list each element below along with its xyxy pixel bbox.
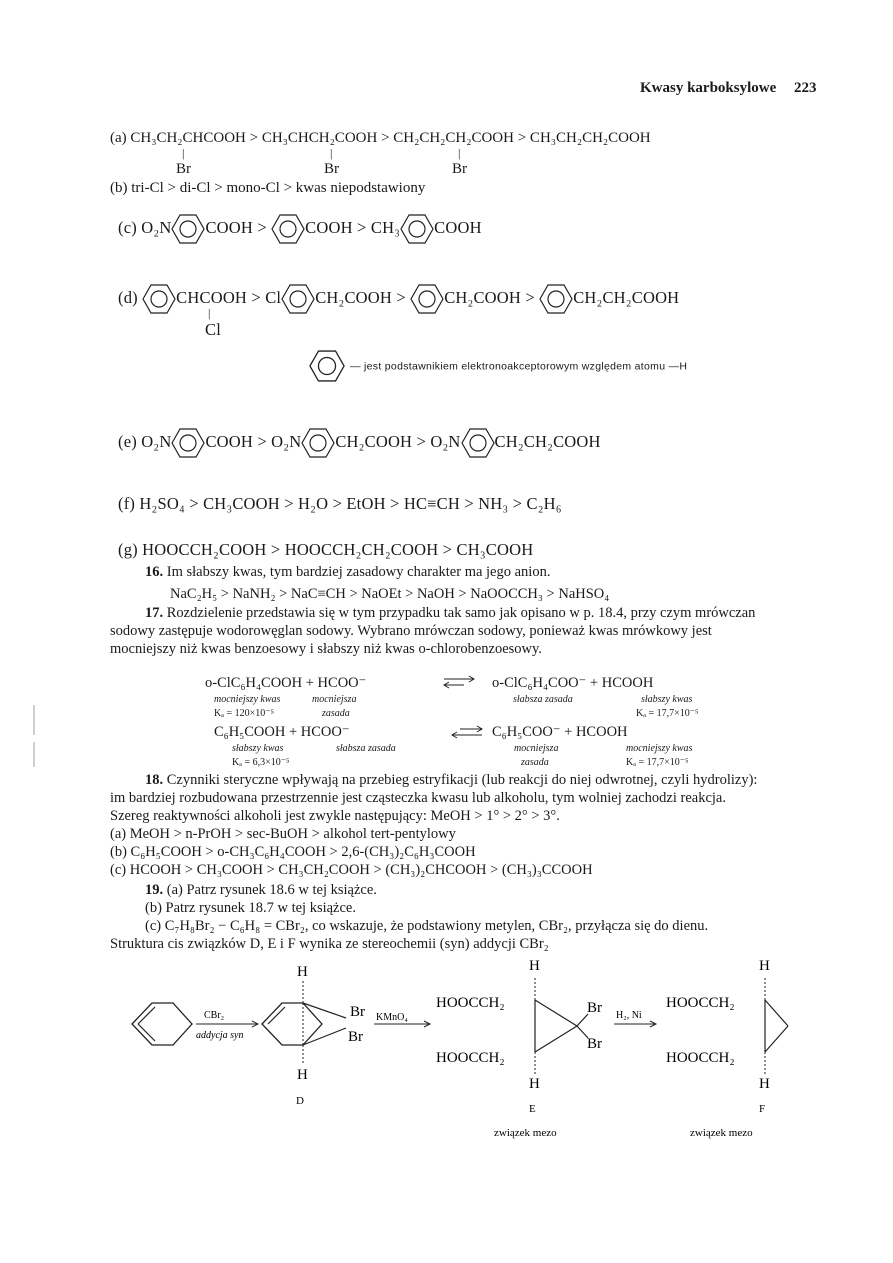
br-a2: Br bbox=[324, 161, 339, 177]
item-c bbox=[118, 214, 482, 244]
item-d-part: CH₂CH₂COOH bbox=[573, 287, 680, 307]
group-hoocch2: HOOCCH₂ bbox=[436, 1050, 505, 1066]
bond-a1: | bbox=[182, 146, 185, 160]
benzene-ring-icon bbox=[271, 214, 305, 244]
nitrobenzene-ring-icon bbox=[461, 428, 495, 458]
benzene-ring-icon bbox=[400, 214, 434, 244]
atom-h: H bbox=[297, 1067, 308, 1083]
problem-16-number: 16. bbox=[145, 564, 164, 580]
label-f: F bbox=[759, 1103, 766, 1115]
eq1-ka: Kₐ = 17,7×10⁻⁵ bbox=[636, 708, 699, 719]
problem-19-number: 19. bbox=[145, 882, 164, 898]
cl-d: Cl bbox=[205, 320, 221, 339]
problem-18-c: (c) HCOOH > CH₃COOH > CH₃CH₂COOH > (CH₃)₂CHCOOH > (CH₃)₃CCOOH bbox=[110, 862, 593, 878]
caption-f: związek mezo bbox=[690, 1127, 753, 1139]
eq2-note: słabsza zasada bbox=[336, 743, 396, 754]
item-d-part: CH₂COOH > bbox=[315, 287, 406, 307]
problem-19-c2: Struktura cis związków D, E i F wynika ze stereochemii (syn) addycji CBr₂ bbox=[110, 936, 549, 952]
eq1-note: słabszy kwas bbox=[641, 694, 693, 705]
eq1-ka: Kₐ = 120×10⁻⁵ bbox=[214, 708, 274, 719]
problem-19-c1: (c) C₇H₈Br₂ − C₆H₈ = CBr₂, co wskazuje, że podstawiony metylen, CBr₂, przyłącza się do dienu. bbox=[145, 918, 709, 934]
problem-16-text: Im słabszy kwas, tym bardziej zasadowy charakter ma jego anion. bbox=[163, 564, 551, 580]
eq1-right: o-ClC₆H₄COO⁻ + HCOOH bbox=[492, 675, 654, 691]
atom-br: Br bbox=[587, 1036, 602, 1052]
atom-br: Br bbox=[348, 1029, 363, 1045]
reaction-scheme bbox=[110, 952, 790, 1147]
atom-h: H bbox=[529, 1076, 540, 1092]
item-e-part: O₂N bbox=[141, 431, 172, 451]
eq2-right: C₆H₅COO⁻ + HCOOH bbox=[492, 724, 628, 740]
eq1-left: o-ClC₆H₄COOH + HCOO⁻ bbox=[205, 675, 367, 691]
item-d bbox=[118, 284, 679, 314]
eq2-ka: Kₐ = 6,3×10⁻⁵ bbox=[232, 757, 290, 768]
problem-18-line1 bbox=[145, 772, 757, 789]
reagent-3: H₂, Ni bbox=[616, 1010, 642, 1021]
problem-17-number: 17. bbox=[145, 605, 164, 621]
eq2-note: słabszy kwas bbox=[232, 743, 284, 754]
compound-f-structure bbox=[765, 976, 788, 1074]
item-e-part: CH₂COOH > O₂N bbox=[335, 431, 461, 451]
eq1-note: mocniejszy kwas bbox=[214, 694, 281, 705]
atom-h: H bbox=[759, 958, 770, 974]
benzene-ring-icon bbox=[281, 284, 315, 314]
problem-18-b: (b) C₆H₅COOH > o-CH₃C₆H₄COOH > 2,6-(CH₃)₂C₆H₃COOH bbox=[110, 844, 476, 860]
item-a-label: (a) bbox=[110, 130, 127, 146]
problem-17-line3: mocniejszy niż kwas benzoesowy i słabszy niż kwas o-chlorobenzoesowy. bbox=[110, 641, 542, 657]
eq2-ka: Kₐ = 17,7×10⁻⁵ bbox=[626, 757, 689, 768]
condition-1: addycja syn bbox=[196, 1030, 244, 1041]
benzene-ring-icon bbox=[171, 214, 205, 244]
item-a bbox=[110, 130, 651, 147]
item-f: (f) H₂SO₄ > CH₃COOH > H₂O > EtOH > HC≡CH > NH₃ > C₂H₆ bbox=[118, 494, 562, 513]
eq2-note: mocniejszy kwas bbox=[626, 743, 693, 754]
atom-h: H bbox=[759, 1076, 770, 1092]
problem-17-text: Rozdzielenie przedstawia się w tym przypadku tak samo jak opisano w p. 18.4, przy czym mrówczan bbox=[163, 605, 756, 621]
item-c-part: COOH bbox=[434, 217, 482, 237]
atom-h: H bbox=[529, 958, 540, 974]
problem-16-series: NaC₂H₅ > NaNH₂ > NaC≡CH > NaOEt > NaOH > NaOOCCH₃ > NaHSO₄ bbox=[170, 586, 610, 602]
item-e-label: (e) bbox=[118, 431, 137, 451]
item-a-series: CH₃CH₂CHCOOH > CH₃CHCH₂COOH > CH₂CH₂CH₂COOH > CH₃CH₂CH₂COOH bbox=[130, 130, 651, 146]
item-g: (g) HOOCCH₂COOH > HOOCCH₂CH₂COOH > CH₃COOH bbox=[118, 540, 534, 559]
atom-br: Br bbox=[350, 1004, 365, 1020]
item-e-part: COOH > O₂N bbox=[205, 431, 302, 451]
eq1-note: zasada bbox=[322, 708, 350, 719]
bond-a2: | bbox=[330, 146, 333, 160]
equilibrium-arrow-icon bbox=[450, 724, 484, 740]
benzene-ring-icon bbox=[142, 284, 176, 314]
group-hoocch2: HOOCCH₂ bbox=[436, 995, 505, 1011]
problem-19-b: (b) Patrz rysunek 18.7 w tej książce. bbox=[145, 900, 356, 916]
page-number: 223 bbox=[794, 80, 817, 96]
ring-note: — jest podstawnikiem elektronoakceptorowym względem atomu —H bbox=[308, 350, 687, 382]
br-a1: Br bbox=[176, 161, 191, 177]
label-d: D bbox=[296, 1095, 304, 1107]
ring-note-text: jest podstawnikiem elektronoakceptorowym względem atomu —H bbox=[364, 360, 688, 373]
benzene-ring-icon bbox=[410, 284, 444, 314]
problem-18-text: Czynniki steryczne wpływają na przebieg estryfikacji (lub reakcji do niej odwrotnej, czyli hydrolizy): bbox=[163, 772, 758, 788]
compound-d-structure bbox=[262, 980, 346, 1064]
problem-17-line2: sodowy zastępuje wodorowęglan sodowy. Wybrano mrówczan sodowy, ponieważ kwas mrówkowy jest bbox=[110, 623, 712, 639]
item-e bbox=[118, 428, 601, 458]
reagent-1: CBr₂ bbox=[204, 1010, 225, 1021]
header-title: Kwasy karboksylowe bbox=[640, 80, 777, 96]
problem-18-a: (a) MeOH > n-PrOH > sec-BuOH > alkohol tert-pentylowy bbox=[110, 826, 456, 842]
eq1-note: słabsza zasada bbox=[513, 694, 573, 705]
benzene-ring-icon bbox=[308, 350, 346, 382]
problem-16 bbox=[145, 564, 550, 581]
compound-e-structure bbox=[535, 976, 588, 1074]
scan-artifact bbox=[33, 742, 35, 767]
label-e: E bbox=[529, 1103, 536, 1115]
problem-18-number: 18. bbox=[145, 772, 164, 788]
bond-d: | bbox=[208, 306, 211, 320]
eq2-note: zasada bbox=[521, 757, 549, 768]
br-a3: Br bbox=[452, 161, 467, 177]
benzene-ring-icon bbox=[539, 284, 573, 314]
cyclohexadiene-icon bbox=[132, 1003, 192, 1045]
item-b: (b) tri-Cl > di-Cl > mono-Cl > kwas niepodstawiony bbox=[110, 180, 426, 196]
problem-18-line3: Szereg reaktywności alkoholi jest zwykle następujący: MeOH > 1° > 2° > 3°. bbox=[110, 808, 560, 824]
problem-19-text: (a) Patrz rysunek 18.6 w tej książce. bbox=[163, 882, 377, 898]
group-hoocch2: HOOCCH₂ bbox=[666, 1050, 735, 1066]
item-d-part: CH₂COOH > bbox=[444, 287, 535, 307]
item-d-label: (d) bbox=[118, 287, 138, 307]
bond-a3: | bbox=[458, 146, 461, 160]
item-d-part: CHCOOH > Cl bbox=[176, 287, 282, 307]
problem-19-a bbox=[145, 882, 377, 899]
item-c-label: (c) bbox=[118, 217, 137, 237]
item-e-part: CH₂CH₂COOH bbox=[494, 431, 601, 451]
eq2-note: mocniejsza bbox=[514, 743, 559, 754]
nitrobenzene-ring-icon bbox=[171, 428, 205, 458]
running-header bbox=[640, 80, 817, 97]
scan-artifact bbox=[33, 705, 35, 735]
equilibrium-arrow-icon bbox=[442, 674, 476, 690]
item-c-part: COOH > bbox=[205, 217, 267, 237]
item-c-part: COOH > CH₃ bbox=[305, 217, 401, 237]
nitrobenzene-ring-icon bbox=[301, 428, 335, 458]
atom-br: Br bbox=[587, 1000, 602, 1016]
reagent-2: KMnO₄ bbox=[376, 1012, 408, 1023]
problem-18-line2: im bardziej rozbudowana przestrzennie jest cząsteczka kwasu lub alkoholu, tym wolniej zachodzi reakcja. bbox=[110, 790, 726, 806]
item-c-part: O₂N bbox=[141, 217, 172, 237]
group-hoocch2: HOOCCH₂ bbox=[666, 995, 735, 1011]
eq2-left: C₆H₅COOH + HCOO⁻ bbox=[214, 724, 350, 740]
problem-17-line1 bbox=[145, 605, 755, 622]
eq1-note: mocniejsza bbox=[312, 694, 357, 705]
atom-h: H bbox=[297, 964, 308, 980]
caption-e: związek mezo bbox=[494, 1127, 557, 1139]
